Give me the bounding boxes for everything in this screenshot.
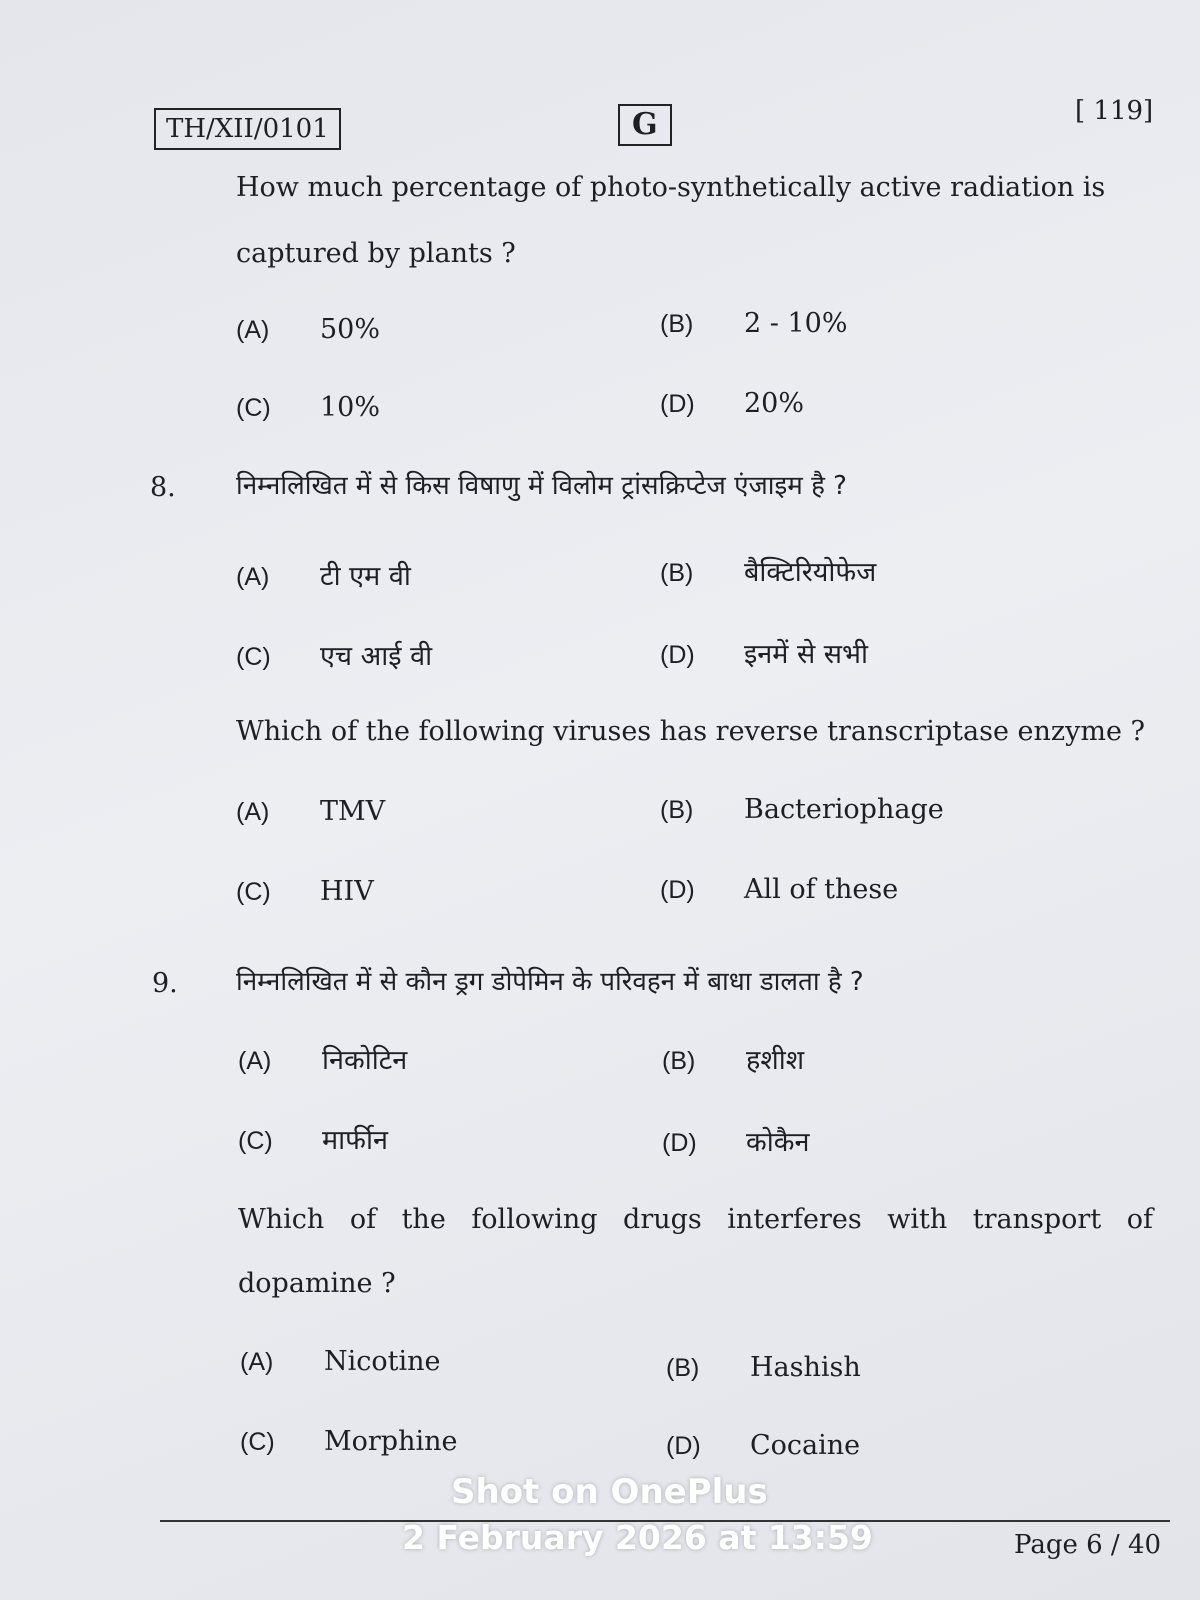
q9-hindi-option-b: (B) हशीश	[662, 1045, 805, 1076]
q9-english-option-b: (B) Hashish	[666, 1352, 861, 1383]
q9-hindi-option-a: (A) निकोटिन	[238, 1045, 408, 1076]
q8-hindi-option-b: (B) बैक्टिरियोफेज	[660, 557, 877, 588]
q8-hindi-question: निम्नलिखित में से किस विषाणु में विलोम ट्रांसक्रिप्टेज एंजाइम है ?	[236, 471, 847, 501]
q9-english-option-d: (D) Cocaine	[666, 1430, 861, 1461]
q7-option-a: (A) 50%	[236, 314, 381, 345]
q8-english-option-a: (A) TMV	[236, 796, 386, 827]
q7-english-line2: captured by plants ?	[236, 238, 516, 269]
q9-hindi-option-c: (C) मार्फीन	[238, 1125, 388, 1156]
q7-english-line1: How much percentage of photo-synthetically active radiation is	[236, 172, 1106, 203]
q7-option-c: (C) 10%	[236, 392, 381, 423]
q9-english-option-c: (C) Morphine	[240, 1426, 458, 1457]
q7-option-d: (D) 20%	[660, 388, 805, 419]
q8-english-option-b: (B) Bacteriophage	[660, 794, 944, 825]
q8-hindi-option-a: (A) टी एम वी	[236, 561, 411, 592]
q9-english-line2: dopamine ?	[238, 1268, 396, 1299]
q9-hindi-question: निम्नलिखित में से कौन ड्रग डोपेमिन के परिवहन में बाधा डालता है ?	[236, 967, 864, 997]
page-mark: [ 119]	[1075, 96, 1154, 126]
q9-number: 9.	[152, 968, 178, 999]
camera-watermark-brand: Shot on OnePlus	[451, 1472, 768, 1512]
q8-english-option-d: (D) All of these	[660, 874, 899, 905]
set-label: G	[618, 104, 672, 146]
camera-watermark-date: 2 February 2026 at 13:59	[402, 1518, 873, 1557]
q9-hindi-option-d: (D) कोकैन	[662, 1127, 810, 1158]
q8-number: 8.	[150, 472, 176, 503]
q8-english-question: Which of the following viruses has reverse transcriptase enzyme ?	[236, 716, 1145, 747]
q8-english-option-c: (C) HIV	[236, 876, 374, 907]
q8-hindi-option-c: (C) एच आई वी	[236, 641, 433, 672]
footer-page-number: Page 6 / 40	[1014, 1530, 1162, 1560]
paper-code: TH/XII/0101	[154, 108, 341, 150]
q9-english-line1: Which of the following drugs interferes with transport of	[238, 1204, 1153, 1235]
q7-option-b: (B) 2 - 10%	[660, 308, 848, 339]
q9-english-option-a: (A) Nicotine	[240, 1346, 441, 1377]
q8-hindi-option-d: (D) इनमें से सभी	[660, 639, 869, 670]
